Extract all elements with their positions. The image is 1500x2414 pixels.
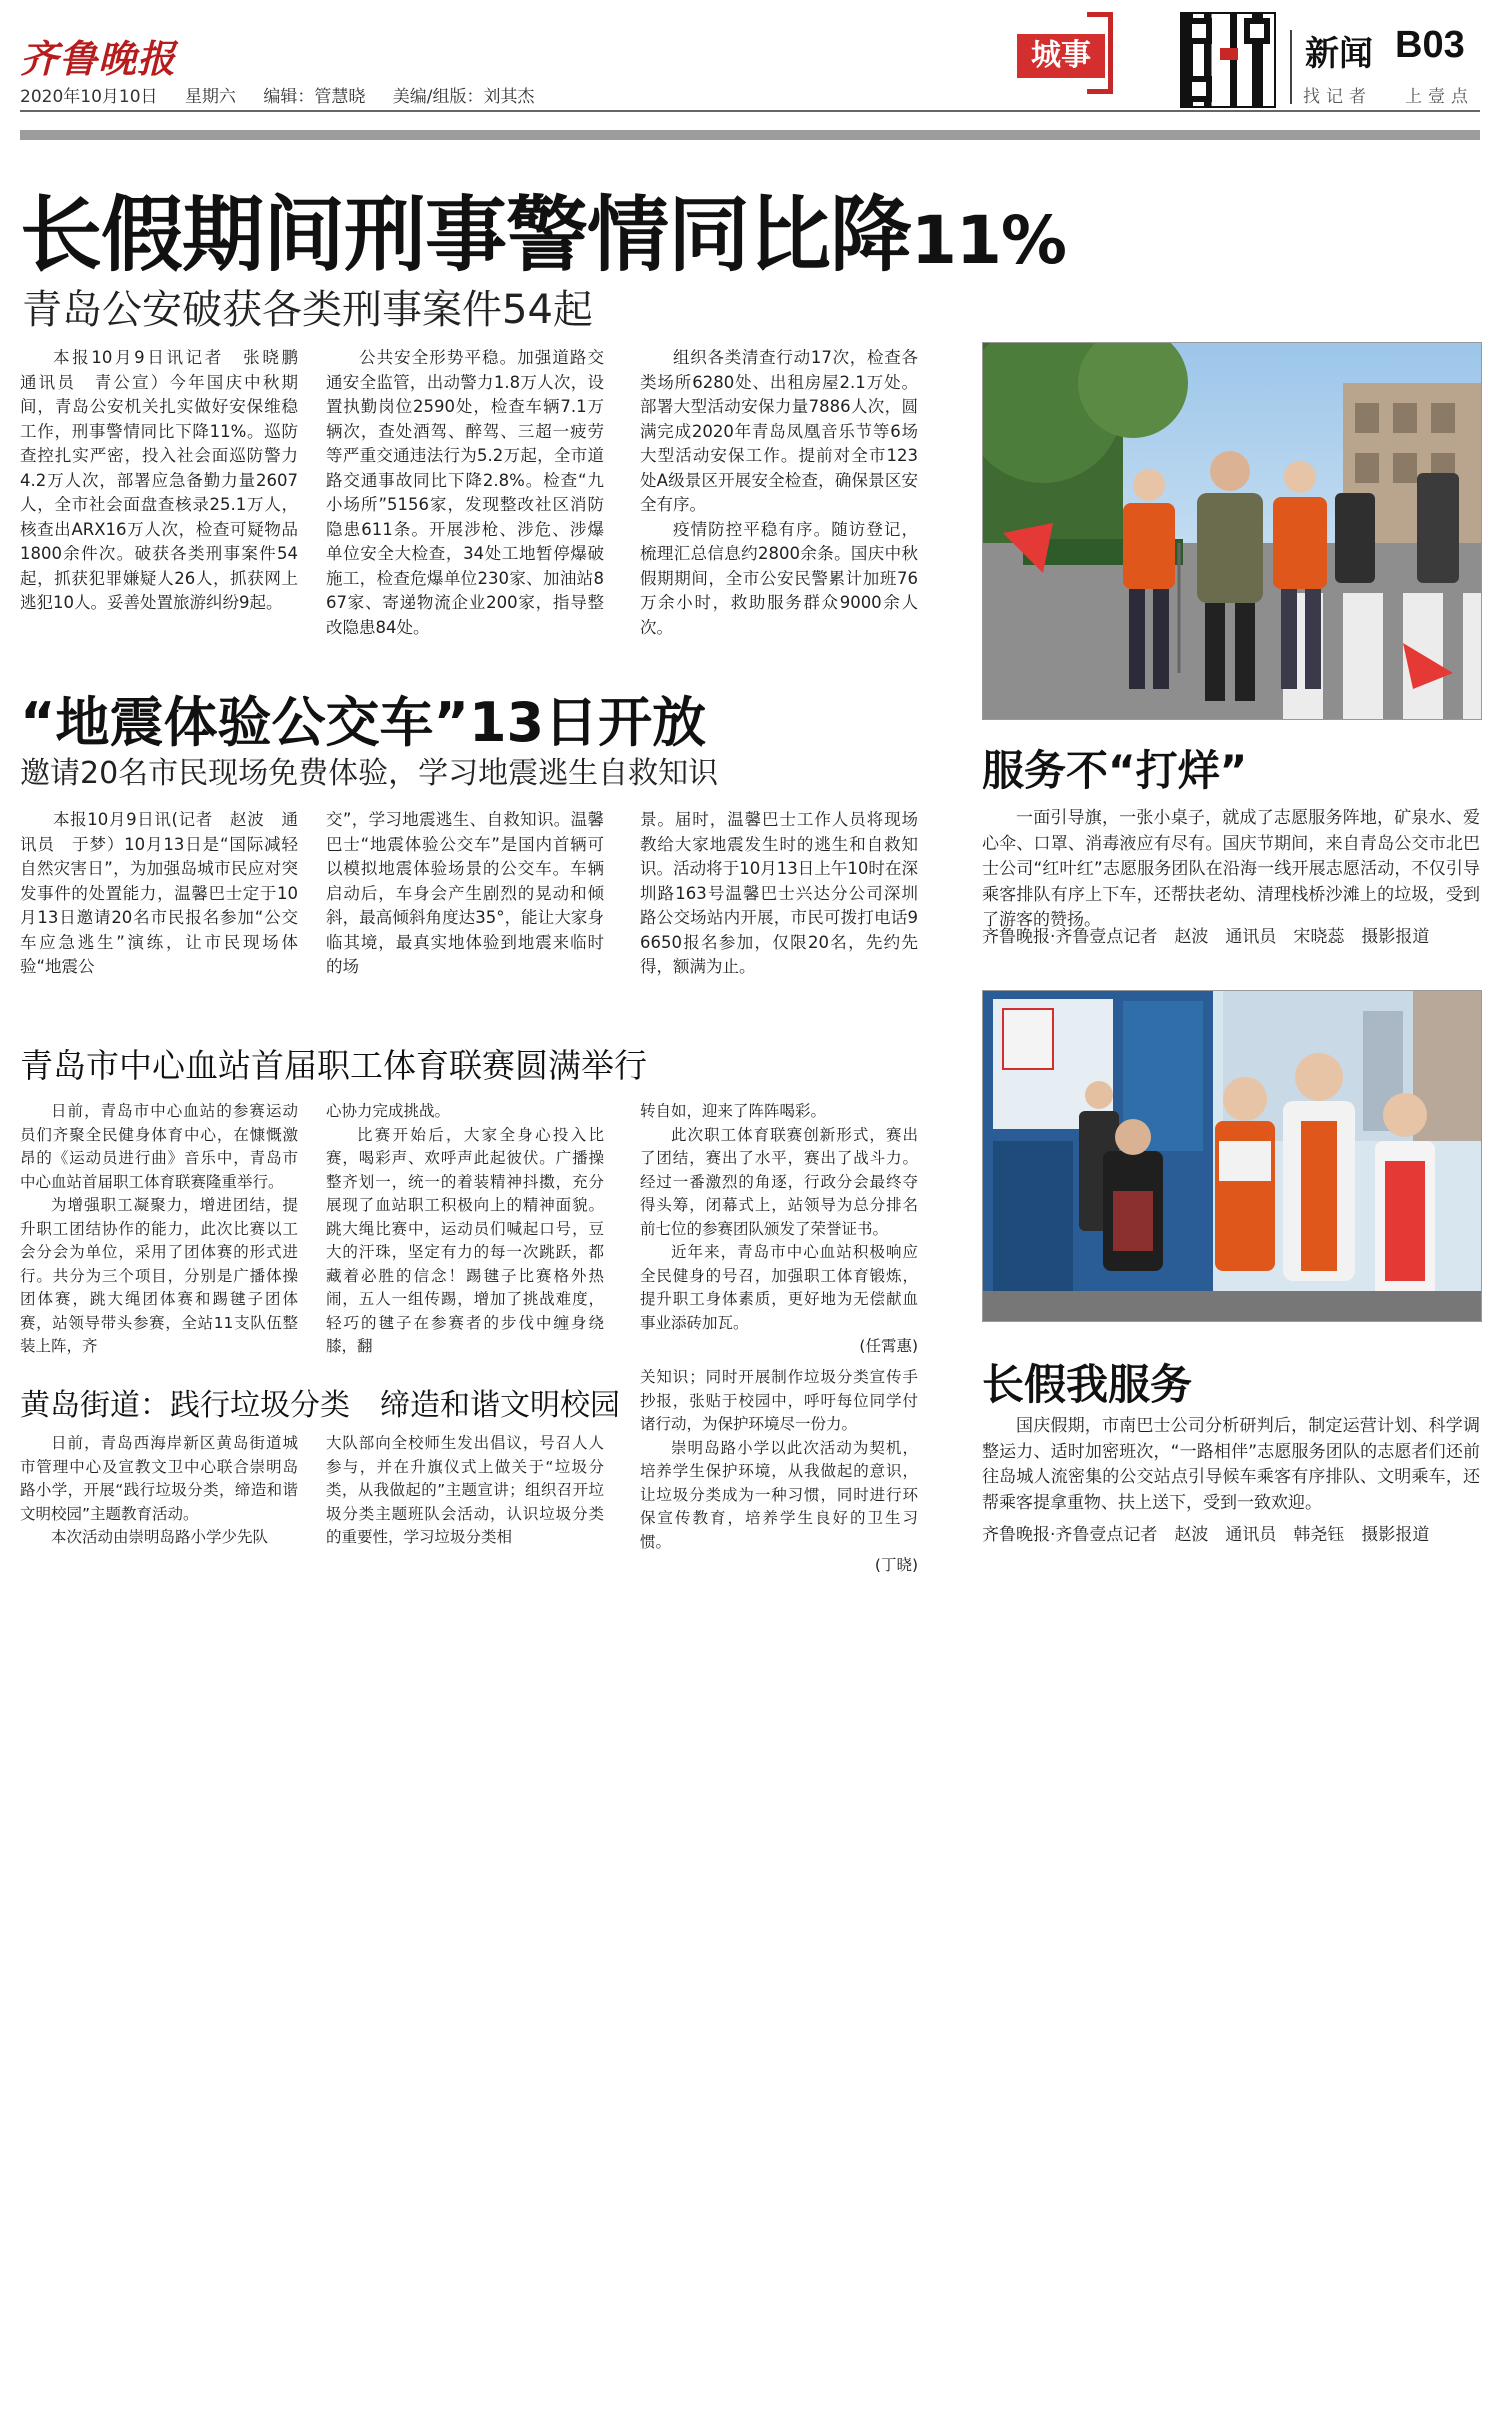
quake-paragraph: 交”，学习地震逃生、自救知识。温馨巴士“地震体验公交车”是国内首辆可以模拟地震体验场景的公交车。车辆启动后，车身会产生剧烈的晃动和倾斜，最高倾斜角度达35°，能让大家身临其境，最真实地体验到地震来临时的场 (326, 810, 604, 976)
blood-paragraph: 为增强职工凝聚力，增进团结，提升职工团结协作的能力，此次比赛以工会分会为单位，采用了团体赛的形式进行。共分为三个项目，分别是广播体操团体赛，跳大绳团体赛和踢毽子团体赛，站领导带头参赛，全站11支队伍整装上阵，齐 (20, 1196, 298, 1355)
lead-paragraph: 本报10月9日讯记者 张晓鹏 通讯员 青公宣）今年国庆中秋期间，青岛公安机关扎实做好安保维稳工作，刑事警情同比下降11%。巡防查控扎实严密，投入社会面巡防警力4.2万人次，部署应急备勤力量2607人，全市社会面盘查核录25.1万人，核查出ARX16万人次，检查可疑物品1800余件次。破获各类刑事案件54起，抓获犯罪嫌疑人26人，抓获网上逃犯10人。妥善处置旅游纠纷9起。 (20, 348, 315, 612)
blood-byline: (任霄惠) (859, 1337, 918, 1355)
holiday-service-caption: 国庆假期，市南巴士公司分析研判后，制定运营计划、科学调整运力、适时加密班次，“一路相伴”志愿服务团队的志愿者们还前往岛城人流密集的公交站点引导候车乘客有序排队、文明乘车，还帮乘客提拿重物、扶上送下，受到一致欢迎。 (982, 1416, 1480, 1513)
lead-headline-number: 11% (911, 202, 1066, 279)
holiday-service-photo-credit: 齐鲁晚报·齐鲁壹点记者 赵波 通讯员 韩尧钰 摄影报道 (982, 1525, 1430, 1545)
news-label: 新闻 (1305, 34, 1373, 74)
quake-paragraph: 景。届时，温馨巴士工作人员将现场教给大家地震发生时的逃生和自救知识。活动将于10月13日上午10时在深圳路163号温馨巴士兴达分公司深圳路公交场站内开展，市民可拨打电话96650报名参加，仅限20名，先约先得，额满为止。 (640, 810, 918, 976)
lead-column-2 (326, 346, 604, 640)
blood-column-3 (640, 1100, 918, 1359)
newspaper-logo: 齐鲁晚报 (20, 36, 177, 81)
quake-subheadline: 邀请20名市民现场免费体验，学习地震逃生自救知识 (20, 756, 719, 791)
lead-paragraph: 公共安全形势平稳。加强道路交通安全监管，出动警力1.8万人次，设置执勤岗位2590处，检查车辆7.1万辆次，查处酒驾、醉驾、三超一疲劳等严重交通违法行为5.2万起，全市道路交通事故同比下降2.8%。检查“九小场所”5156家，发现整改社区消防隐患611条。开展涉枪、涉危、涉爆单位安全大检查，34处工地暂停爆破施工，检查危爆单位230家、加油站867家、寄递物流企业200家，指导整改隐患84处。 (326, 348, 604, 637)
service-title: 服务不“打烊” (982, 746, 1248, 795)
service-photo-credit: 齐鲁晚报·齐鲁壹点记者 赵波 通讯员 宋晓蕊 摄影报道 (982, 927, 1430, 947)
quake-column-1 (20, 808, 298, 980)
blood-paragraph: 日前，青岛市中心血站的参赛运动员们齐聚全民健身体育中心，在慷慨激昂的《运动员进行曲》音乐中，青岛市中心血站首届职工体育联赛隆重举行。 (20, 1102, 298, 1191)
blood-paragraph: 比赛开始后，大家全身心投入比赛，喝彩声、欢呼声此起彼伏。广播操整齐划一，统一的着装精神抖擞，充分展现了血站职工积极向上的精神面貌。跳大绳比赛中，运动员们喊起口号，豆大的汗珠，坚定有力的每一次跳跃，都藏着必胜的信念！踢毽子比赛格外热闹，五人一组传踢，增加了挑战难度，轻巧的毽子在参赛者的步伐中缠身绕膝，翻 (326, 1125, 604, 1355)
garbage-column-3 (640, 1366, 918, 1578)
garbage-headline: 黄岛街道：践行垃圾分类 缔造和谐文明校园 (20, 1388, 620, 1423)
service-caption: 一面引导旗，一张小桌子，就成了志愿服务阵地，矿泉水、爱心伞、口罩、消毒液应有尽有。国庆节期间，来自青岛公交市北巴士公司“红叶红”志愿服务团队在沿海一线开展志愿活动，不仅引导乘客排队有序上下车，还帮扶老幼、清理栈桥沙滩上的垃圾，受到了游客的赞扬。 (982, 808, 1480, 930)
lead-column-1 (20, 346, 315, 616)
header-rule (20, 110, 1480, 112)
section-label: 城事 (1017, 34, 1105, 78)
header-band (20, 130, 1480, 140)
dateline (20, 82, 556, 107)
garbage-paragraph: 日前，青岛西海岸新区黄岛街道城市管理中心及宣教文卫中心联合崇明岛路小学，开展“践行垃圾分类，缔造和谐文明校园”主题教育活动。 (20, 1434, 298, 1523)
blood-column-2 (326, 1100, 604, 1359)
qr-center-logo (1220, 48, 1238, 60)
lead-paragraph: 组织各类清查行动17次，检查各类场所6280处、出租房屋2.1万处。部署大型活动安保力量7886人次，圆满完成2020年青岛凤凰音乐节等6场大型活动安保工作。提前对全市123处A级景区开展安全检查，确保景区安全有序。 (640, 348, 918, 514)
holiday-service-title: 长假我服务 (982, 1360, 1193, 1409)
blood-paragraph: 近年来，青岛市中心血站积极响应全民健身的号召，加强职工体育锻炼，提升职工身体素质，更好地为无偿献血事业添砖加瓦。 (640, 1243, 918, 1332)
garbage-paragraph: 大队部向全校师生发出倡议，号召人人参与，并在升旗仪式上做关于“垃圾分类，从我做起的”主题宣讲；组织召开垃圾分类主题班队会活动，认识垃圾分类的重要性，学习垃圾分类相 (326, 1434, 604, 1546)
quake-paragraph: 本报10月9日讯(记者 赵波 通讯员 于梦）10月13日是“国际减轻自然灾害日”，为加强岛城市民应对突发事件的处置能力，温馨巴士定于10月13日邀请20名市民报名参加“公交车应急逃生”演练，让市民现场体验“地震公 (20, 810, 298, 976)
blood-paragraph: 此次职工体育联赛创新形式，赛出了团结，赛出了水平，赛出了战斗力。经过一番激烈的角逐，行政分会最终夺得头筹，闭幕式上，站领导为总分排名前七位的参赛团队颁发了荣誉证书。 (640, 1125, 918, 1238)
lead-headline (20, 170, 1066, 287)
quake-column-3 (640, 808, 918, 980)
volunteer-crossing-photo (982, 342, 1482, 720)
quake-headline: “地震体验公交车”13日开放 (20, 691, 707, 754)
issue-date: 2020年10月10日 (20, 87, 158, 107)
quake-column-2 (326, 808, 604, 980)
garbage-paragraph: 本次活动由崇明岛路小学少先队 (51, 1528, 269, 1546)
lead-paragraph: 疫情防控平稳有序。随访登记，梳理汇总信息约2800余条。国庆中秋假期期间，全市公安民警累计加班76万余小时，救助服务群众9000余人次。 (640, 519, 918, 637)
lead-subheadline: 青岛公安破获各类刑事案件54起 (22, 287, 593, 333)
garbage-byline: (丁晓) (874, 1556, 918, 1574)
header-divider (1290, 30, 1292, 104)
blood-headline: 青岛市中心血站首届职工体育联赛圆满举行 (20, 1046, 647, 1085)
garbage-column-1 (20, 1432, 298, 1550)
designer-credit: 美编/组版：刘其杰 (392, 87, 535, 107)
slogan-right: 上壹点 (1405, 87, 1474, 107)
garbage-column-2 (326, 1432, 604, 1550)
lead-column-3 (640, 346, 918, 640)
garbage-paragraph: 崇明岛路小学以此次活动为契机，培养学生保护环境，从我做起的意识，让垃圾分类成为一种习惯，同时进行环保宣传教育，培养学生良好的卫生习惯。 (640, 1438, 918, 1551)
photo-illustration (983, 343, 1481, 719)
issue-weekday: 星期六 (184, 87, 236, 107)
qr-finder-pattern (1186, 76, 1212, 102)
bus-boarding-photo (982, 990, 1482, 1322)
lead-headline-main: 长假期间刑事警情同比降 (20, 188, 912, 283)
page-number: B03 (1395, 24, 1465, 66)
blood-paragraph: 心协力完成挑战。 (326, 1102, 451, 1120)
slogan-left: 找记者 (1303, 87, 1372, 107)
blood-column-1 (20, 1100, 298, 1359)
section-badge (995, 12, 1125, 104)
blood-paragraph: 转自如，迎来了阵阵喝彩。 (640, 1102, 827, 1120)
editor-credit: 编辑：管慧晓 (263, 87, 366, 107)
photo-illustration (983, 991, 1481, 1321)
garbage-paragraph: 关知识；同时开展制作垃圾分类宣传手抄报，张贴于校园中，呼吁每位同学付诸行动，为保护环境尽一份力。 (640, 1368, 918, 1433)
